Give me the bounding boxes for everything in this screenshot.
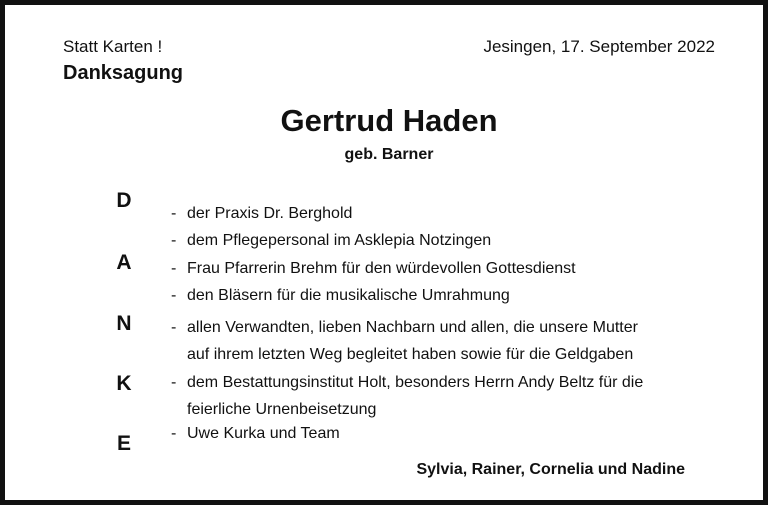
thanks-item <box>171 424 340 444</box>
thanks-item-text: dem Bestattungsinstitut Holt, besonders Herrn Andy Beltz für die <box>187 374 644 391</box>
thanks-item <box>171 369 643 423</box>
thanks-item <box>171 259 576 279</box>
thanks-item <box>171 314 638 368</box>
thanks-item-text: der Praxis Dr. Berghold <box>187 205 353 222</box>
dash-bullet: - <box>171 232 177 249</box>
deceased-name: Gertrud Haden <box>280 103 498 138</box>
dash-bullet: - <box>171 287 177 304</box>
thanks-item-continuation: feierliche Urnenbeisetzung <box>187 401 377 418</box>
dash-bullet: - <box>171 425 177 442</box>
dash-bullet: - <box>171 319 177 336</box>
dash-bullet: - <box>171 374 177 391</box>
notice-title: Danksagung <box>63 62 184 84</box>
acrostic-letter: D <box>116 189 132 212</box>
acrostic-letter: A <box>116 251 132 274</box>
thanks-item-continuation: auf ihrem letzten Weg begleitet haben sowie für die Geldgaben <box>187 346 634 363</box>
dash-bullet: - <box>171 260 177 277</box>
thanks-item-text: Frau Pfarrerin Brehm für den würdevollen Gottesdienst <box>187 260 576 277</box>
thanks-item <box>171 204 352 224</box>
maiden-name: geb. Barner <box>344 146 434 163</box>
dash-bullet: - <box>171 205 177 222</box>
thanks-item-text: allen Verwandten, lieben Nachbarn und allen, die unsere Mutter <box>187 319 638 336</box>
thanks-item-text: den Bläsern für die musikalische Umrahmung <box>187 287 510 304</box>
date-line: Jesingen, 17. September 2022 <box>483 37 715 56</box>
acrostic-letter: E <box>116 432 131 455</box>
acrostic-letter: N <box>116 312 132 335</box>
thanks-item-text: dem Pflegepersonal im Asklepia Notzingen <box>187 232 492 249</box>
thanks-item <box>171 286 510 306</box>
thanks-item <box>171 231 491 251</box>
thanks-item-text: Uwe Kurka und Team <box>187 425 340 442</box>
acrostic-letter: K <box>116 372 132 395</box>
statt-karten-text: Statt Karten ! <box>63 37 163 56</box>
signature: Sylvia, Rainer, Cornelia und Nadine <box>416 461 685 478</box>
